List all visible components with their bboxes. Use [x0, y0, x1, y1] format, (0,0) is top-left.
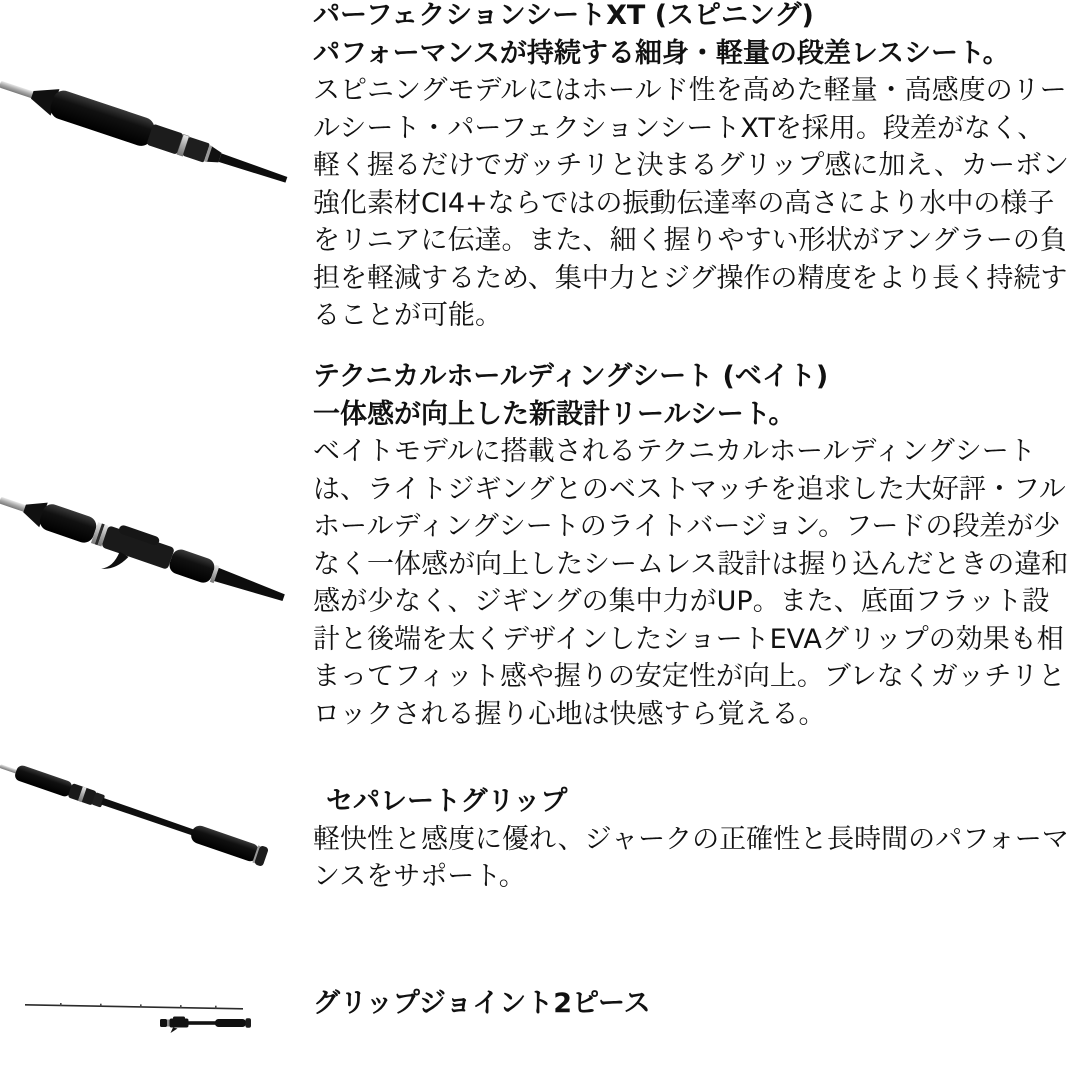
separate-grip-figure — [0, 752, 300, 876]
tip-section-blank — [25, 1004, 243, 1010]
joint-hood — [160, 1019, 167, 1027]
section-body: スピニングモデルにはホールド性を高めた軽量・高感度のリールシート・パーフェクションシートXTを採用。段差がなく、軽く握るだけでガッチリと決まるグリップ感に加え、カーボン強化素材CI4+ならではの振動伝達率の高さにより水中の様子をリニアに伝達。また、細く握りやすい形状がアングラーの負担を軽減するため、集中力とジグ操作の精度をより長く持続することが可能。 — [313, 75, 1069, 331]
section-title: パーフェクションシートXT (スピニング) — [313, 0, 814, 31]
rear-grip — [189, 824, 261, 864]
guide-1 — [60, 1003, 62, 1006]
baitcasting-grip-figure — [0, 478, 300, 632]
silver-ring — [167, 1020, 170, 1027]
section-perfection-seat — [313, 0, 1070, 335]
rod-tip-silver — [0, 764, 18, 774]
section-subtitle: 一体感が向上した新設計リールシート。 — [313, 398, 796, 430]
section-title: テクニカルホールディングシート (ベイト) — [313, 361, 829, 392]
two-piece-rod-image — [0, 988, 300, 1043]
eva-grip — [48, 88, 158, 149]
section-grip-joint — [313, 985, 1070, 1023]
trigger — [171, 1028, 178, 1034]
fore-grip — [13, 764, 73, 798]
guide-4 — [180, 1005, 182, 1008]
guide-2 — [100, 1004, 102, 1007]
baitcasting-rod-grip-image — [0, 478, 300, 628]
separate-grip-rod-image — [0, 752, 300, 872]
butt-section — [160, 1017, 251, 1034]
guide-5 — [215, 1006, 217, 1009]
seat-hump — [173, 1017, 185, 1021]
section-title: セパレートグリップ — [326, 786, 568, 817]
rear-grip — [215, 1019, 246, 1027]
section-body: 軽快性と感度に優れ、ジャークの正確性と長時間のパフォーマンスをサポート。 — [313, 823, 1069, 892]
eva-fore-grip — [167, 547, 217, 585]
rod-butt-silver — [0, 81, 37, 100]
rod-blank — [214, 568, 286, 604]
section-separate-grip — [313, 783, 1070, 896]
butt-cap — [246, 1018, 252, 1027]
section-title: グリップジョイント2ピース — [313, 988, 651, 1019]
spinning-rod-grip-image — [0, 68, 300, 208]
spinning-grip-figure — [0, 68, 300, 212]
rod-blank — [219, 153, 288, 184]
two-piece-rod-figure — [0, 988, 300, 1047]
guide-3 — [140, 1004, 142, 1007]
section-subtitle: パフォーマンスが持続する細身・軽量の段差レスシート。 — [313, 37, 1010, 69]
eva-rear-grip — [37, 502, 99, 546]
section-body: ベイトモデルに搭載されるテクニカルホールディングシートは、ライトジギングとのベストマッチを追求した大好評・フルホールディングシートのライトバージョン。フードの段差が少なく一体感が向上したシームレス設計は握り込んだときの違和感が少なく、ジギングの集中力がUP。また、底面フラット設計と後端を太くデザインしたショートEVAグリップの効果も相まってフィット感や握りの安定性が向上。ブレなくガッチリとロックされる握り心地は快感すら覚える。 — [313, 436, 1069, 730]
section-technical-holding-seat — [313, 358, 1070, 733]
rod-blank — [101, 798, 195, 836]
mid-blank — [189, 1021, 216, 1025]
